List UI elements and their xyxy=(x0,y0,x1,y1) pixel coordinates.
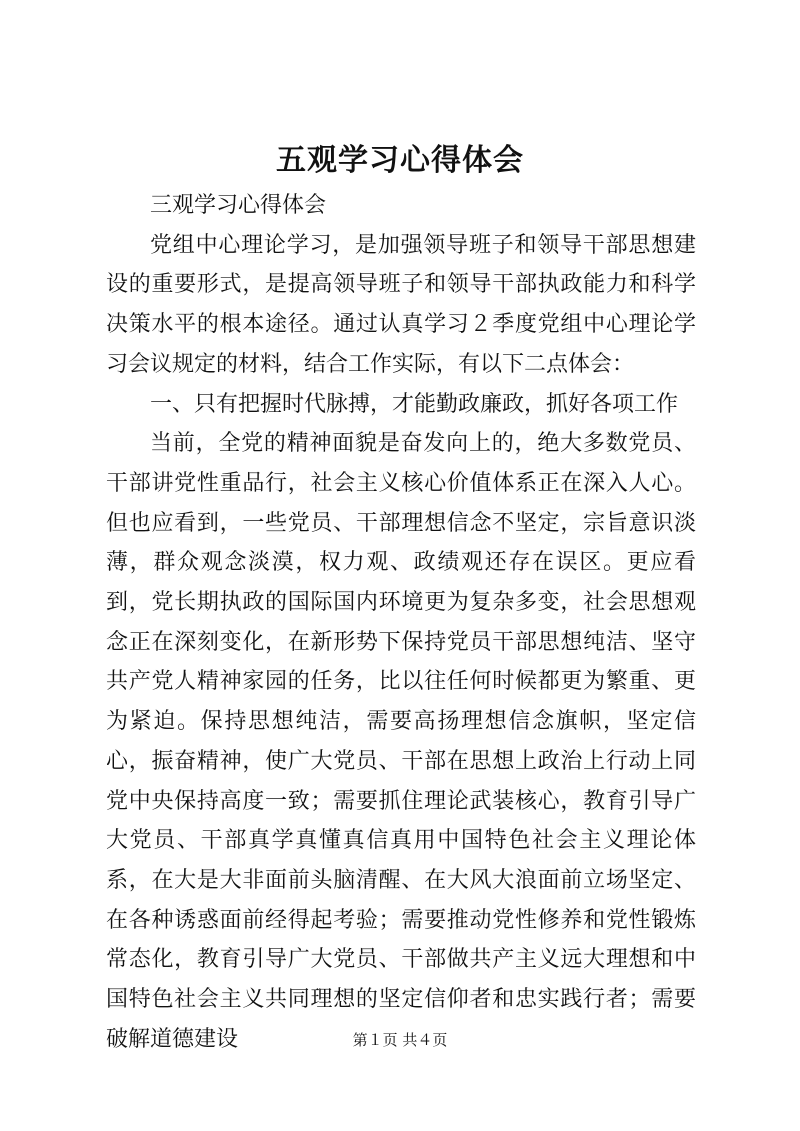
document-body xyxy=(106,186,696,1059)
document-title: 五观学习心得体会 xyxy=(276,143,524,178)
intro-paragraph: 党组中心理论学习，是加强领导班子和领导干部思想建设的重要形式，是提高领导班子和领导干部执政能力和科学决策水平的根本途径。通过认真学习２季度党组中心理论学习会议规定的材料，结合工作实际，有以下二点体会： xyxy=(106,232,696,377)
subtitle-paragraph: 三观学习心得体会 xyxy=(150,193,327,218)
body-paragraph: 当前，全党的精神面貌是奋发向上的，绝大多数党员、干部讲党性重品行，社会主义核心价值体系正在深入人心。但也应看到，一些党员、干部理想信念不坚定，宗旨意识淡薄，群众观念淡漠，权力观、政绩观还存在误区。更应看到，党长期执政的国际国内环境更为复杂多变，社会思想观念正在深刻变化，在新形势下保持党员干部思想纯洁、坚守共产党人精神家园的任务，比以往任何时候都更为繁重、更为紧迫。保持思想纯洁，需要高扬理想信念旗帜，坚定信心，振奋精神，使广大党员、干部在思想上政治上行动上同党中央保持高度一致；需要抓住理论武装核心，教育引导广大党员、干部真学真懂真信真用中国特色社会主义理论体系，在大是大非面前头脑清醒、在大风大浪面前立场坚定、在各种诱惑面前经得起考验；需要推动党性修养和党性锻炼常态化，教育引导广大党员、干部做共产主义远大理想和中国特色社会主义共同理想的坚定信仰者和忠实践行者；需要破解道德建设 xyxy=(106,431,696,1052)
section-heading-1: 一、只有把握时代脉搏，才能勤政廉政，抓好各项工作 xyxy=(150,391,679,417)
page-footer: 第１页 共４页 xyxy=(352,1031,448,1049)
